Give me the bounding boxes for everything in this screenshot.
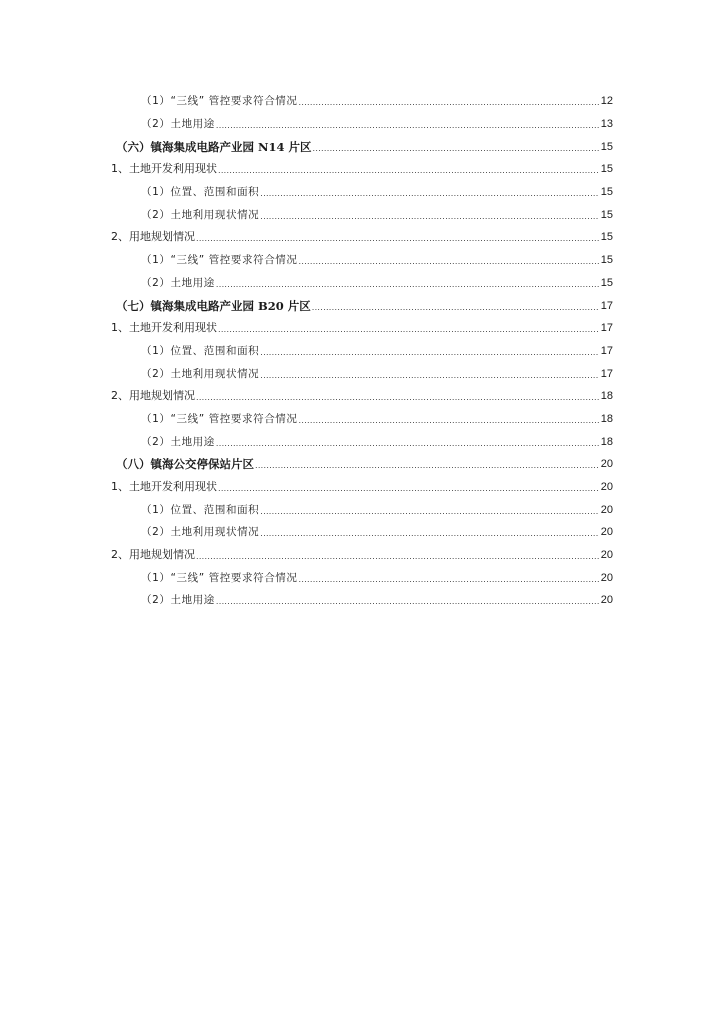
toc-entry-page: 15 [600,186,613,199]
toc-entry-page: 20 [600,594,613,607]
toc-entry-title: （1）“三线” 管控要求符合情况 [141,412,298,425]
toc-entry-title: 2、用地规划情况 [111,548,195,562]
toc-entry-page: 15 [600,276,613,289]
toc-leader-dots [218,323,599,337]
toc-leader-dots [260,187,598,201]
toc-entry-title: （2）土地用途 [141,594,215,607]
toc-entry-page: 15 [600,140,613,153]
toc-leader-dots [299,414,599,428]
toc-entry-page: 13 [600,118,613,131]
toc-entry-title: （2）土地用途 [141,276,215,289]
toc-leader-dots [312,301,599,315]
toc-leader-dots [216,437,599,451]
toc-entry[interactable] [0,317,613,340]
toc-leader-dots [255,459,599,473]
toc-leader-dots [196,232,599,246]
toc-entry-title: （1）位置、范围和面积 [141,344,260,357]
toc-entry-page: 20 [600,549,613,562]
toc-entry-title: 2、用地规划情况 [111,389,195,403]
toc-entry[interactable] [0,158,613,181]
toc-entry-page: 15 [600,163,613,176]
toc-leader-dots [218,164,599,178]
toc-entry-page: 18 [600,435,613,448]
toc-entry[interactable] [0,544,613,567]
toc-entry-page: 20 [600,571,613,584]
toc-leader-dots [216,119,599,133]
toc-entry-page: 20 [600,481,613,494]
toc-entry[interactable] [0,203,613,226]
toc-entry-title: （六）镇海集成电路产业园 N14 片区 [116,139,312,154]
toc-entry-page: 15 [600,254,613,267]
toc-leader-dots [299,255,599,269]
toc-entry-title: （2）土地利用现状情况 [141,367,260,380]
toc-entry-page: 17 [600,344,613,357]
toc-section-heading[interactable] [0,294,613,317]
toc-section-heading[interactable] [0,135,613,158]
toc-entry-page: 15 [600,208,613,221]
toc-entry-page: 18 [600,412,613,425]
toc-entry-title: （1）“三线” 管控要求符合情况 [141,571,298,584]
toc-entry-page: 20 [600,503,613,516]
toc-entry[interactable] [0,408,613,431]
toc-leader-dots [216,278,599,292]
toc-entry[interactable] [0,498,613,521]
toc-section-heading[interactable] [0,453,613,476]
toc-entry-page: 20 [600,526,613,539]
toc-entry[interactable] [0,181,613,204]
toc-entry-page: 12 [600,95,613,108]
toc-entry[interactable] [0,90,613,113]
toc-entry-page: 17 [600,299,613,312]
toc-entry[interactable] [0,226,613,249]
toc-entry-title: （1）“三线” 管控要求符合情况 [141,95,298,108]
toc-entry[interactable] [0,589,613,612]
toc-entry-title: 1、土地开发利用现状 [111,480,217,494]
toc-entry[interactable] [0,272,613,295]
toc-leader-dots [260,505,598,519]
table-of-contents [0,90,724,612]
toc-entry-title: （八）镇海公交停保站片区 [116,457,254,472]
toc-entry[interactable] [0,521,613,544]
toc-entry-page: 15 [600,231,613,244]
toc-leader-dots [196,391,599,405]
toc-leader-dots [260,527,598,541]
toc-entry[interactable] [0,430,613,453]
toc-entry-title: （1）“三线” 管控要求符合情况 [141,254,298,267]
toc-entry-title: （2）土地利用现状情况 [141,208,260,221]
toc-entry-title: （七）镇海集成电路产业园 B20 片区 [116,298,311,313]
toc-entry-title: （1）位置、范围和面积 [141,503,260,516]
toc-entry[interactable] [0,249,613,272]
toc-leader-dots [299,573,599,587]
toc-entry[interactable] [0,340,613,363]
toc-leader-dots [196,550,599,564]
toc-entry-title: （2）土地用途 [141,435,215,448]
toc-entry-page: 17 [600,367,613,380]
toc-leader-dots [313,142,599,156]
toc-leader-dots [260,210,598,224]
toc-entry[interactable] [0,385,613,408]
toc-entry[interactable] [0,566,613,589]
toc-entry[interactable] [0,362,613,385]
toc-leader-dots [218,482,599,496]
toc-entry-title: （1）位置、范围和面积 [141,186,260,199]
toc-leader-dots [260,346,598,360]
toc-entry-page: 20 [600,458,613,471]
toc-entry-title: 1、土地开发利用现状 [111,321,217,335]
toc-entry-title: 2、用地规划情况 [111,230,195,244]
toc-leader-dots [216,595,599,609]
toc-entry[interactable] [0,113,613,136]
toc-leader-dots [299,96,599,110]
toc-leader-dots [260,369,598,383]
toc-entry-title: （2）土地利用现状情况 [141,526,260,539]
toc-entry-title: 1、土地开发利用现状 [111,162,217,176]
toc-entry[interactable] [0,476,613,499]
toc-entry-title: （2）土地用途 [141,118,215,131]
toc-entry-page: 17 [600,322,613,335]
toc-entry-page: 18 [600,390,613,403]
